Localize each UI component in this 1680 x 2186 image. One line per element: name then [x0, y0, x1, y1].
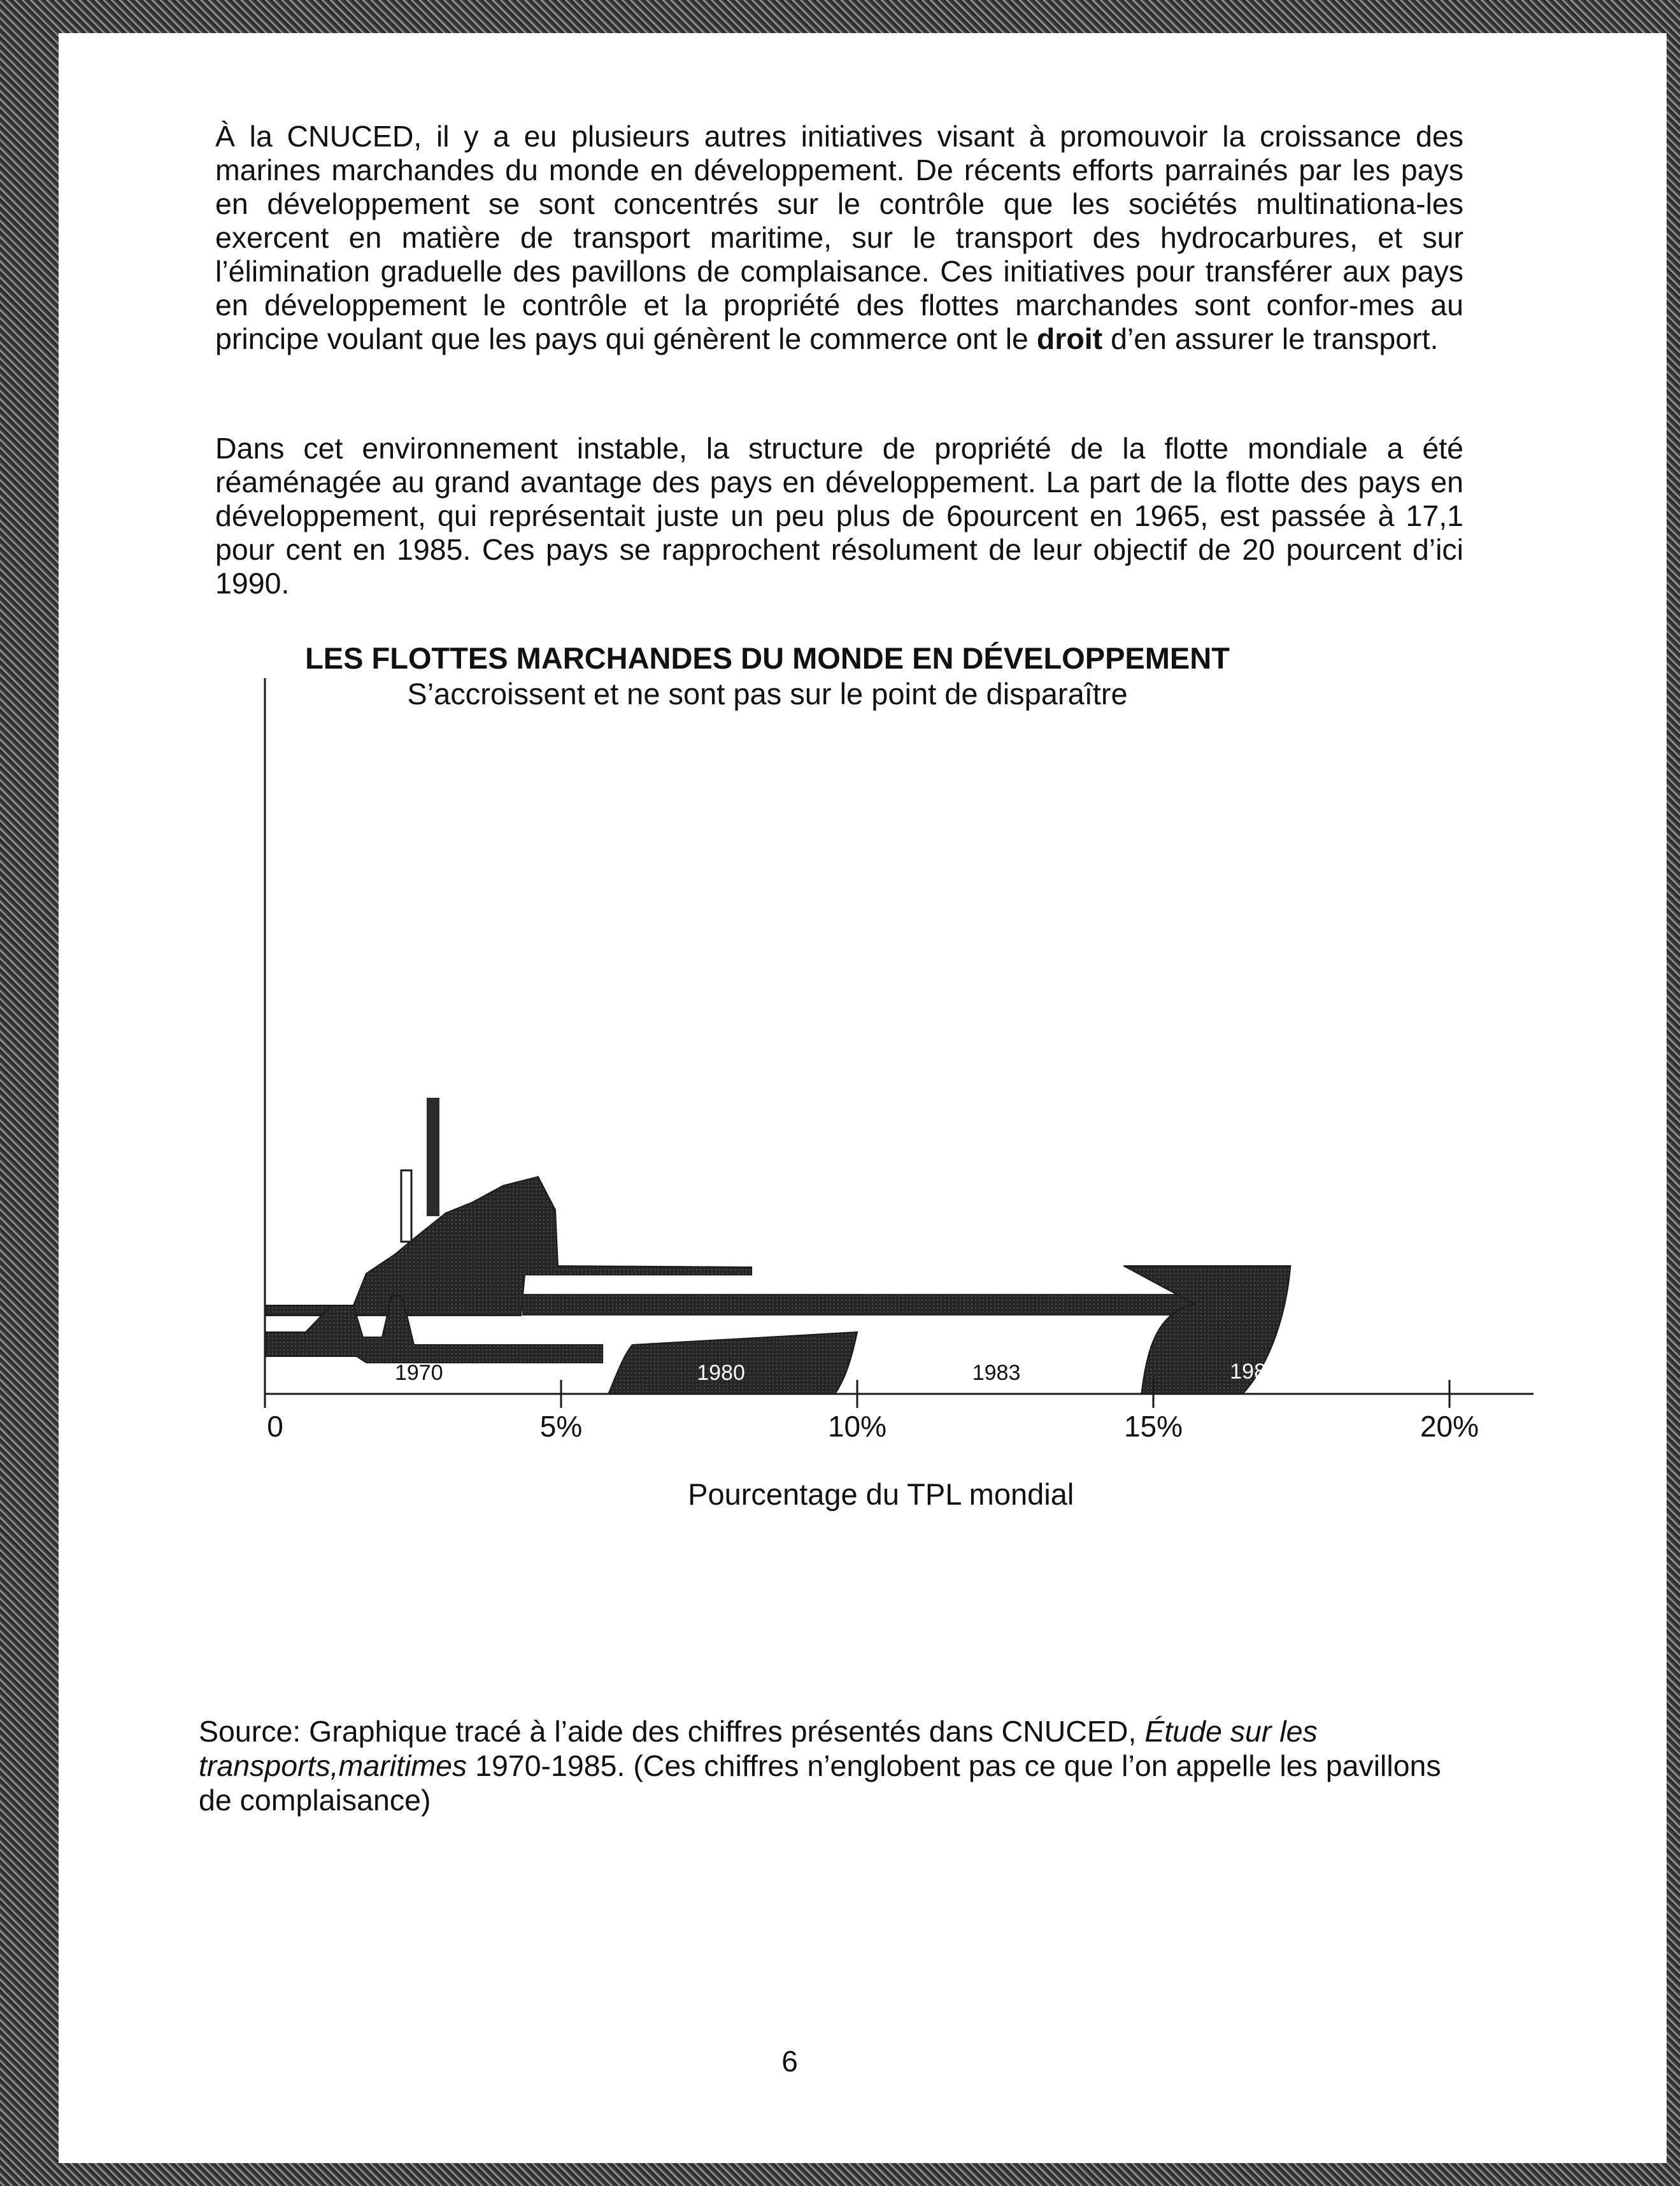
x-tick-label-4: 20%: [1420, 1410, 1479, 1443]
year-label-1970: 1970: [394, 1361, 443, 1385]
source-note: [199, 1714, 1466, 1817]
source-suffix: 1970-1985. (Ces chiffres n’englobent pas ce que l’on appelle les pavillons de complaisance): [199, 1749, 1441, 1817]
page-number: 6: [781, 2045, 798, 2078]
ship-mast: [427, 1098, 439, 1216]
chart-title: LES FLOTTES MARCHANDES DU MONDE EN DÉVELOPPEMENT: [305, 641, 1230, 675]
paragraph-text: Dans cet environnement instable, la structure de propriété de la flotte mondiale a été réaménagée au grand avantage des pays en développement. La part de la flotte des pays en développement, qui représentait juste un peu plus de 6pourcent en 1965, est passée à 17,1 pour cent en 1985. Ces pays se rapprochent résolument de leur objectif de 20 pourcent d’ici 1990.: [215, 432, 1463, 600]
year-label-1983: 1983: [972, 1361, 1021, 1385]
source-prefix: Source: Graphique tracé à l’aide des chiffres présentés dans CNUCED,: [199, 1715, 1145, 1748]
chart-axes: [265, 678, 1534, 1511]
x-axis-label: Pourcentage du TPL mondial: [688, 1477, 1074, 1511]
x-tick-label-3: 15%: [1123, 1410, 1183, 1443]
year-label-1980: 1980: [697, 1361, 745, 1385]
year-label-1985: 1985: [1230, 1359, 1278, 1384]
ship-funnel: [401, 1170, 411, 1242]
bold-term: droit: [1036, 322, 1103, 355]
x-tick-label-2: 10%: [827, 1410, 887, 1443]
source-title: Étude sur les transports,maritimes: [199, 1715, 1318, 1782]
chart-subtitle: S’accroissent et ne sont pas sur le point de disparaître: [407, 677, 1128, 711]
paragraph-text: À la CNUCED, il y a eu plusieurs autres initiatives visant à promouvoir la croissance des marines marchandes du monde en développement. De récents efforts parrainés par les pays en développement se sont concentrés sur le contrôle que les sociétés multinationa-les exercent en matière de transport maritime, sur le transport des hydrocarbures, et sur l’élimination graduelle des pavillons de complaisance. Ces initiatives pour transférer aux pays en développement le contrôle et la propriété des flottes marchandes sont confor-mes au principe voulant que les pays qui génèrent le commerce ont le: [215, 120, 1463, 355]
x-tick-label-0: 0: [267, 1410, 283, 1443]
ship-silhouettes: [265, 1098, 1290, 1394]
x-tick-label-1: 5%: [539, 1410, 583, 1443]
paragraph-text: d’en assurer le transport.: [1102, 322, 1439, 355]
ship-1983-hull-band: [522, 1294, 1242, 1316]
